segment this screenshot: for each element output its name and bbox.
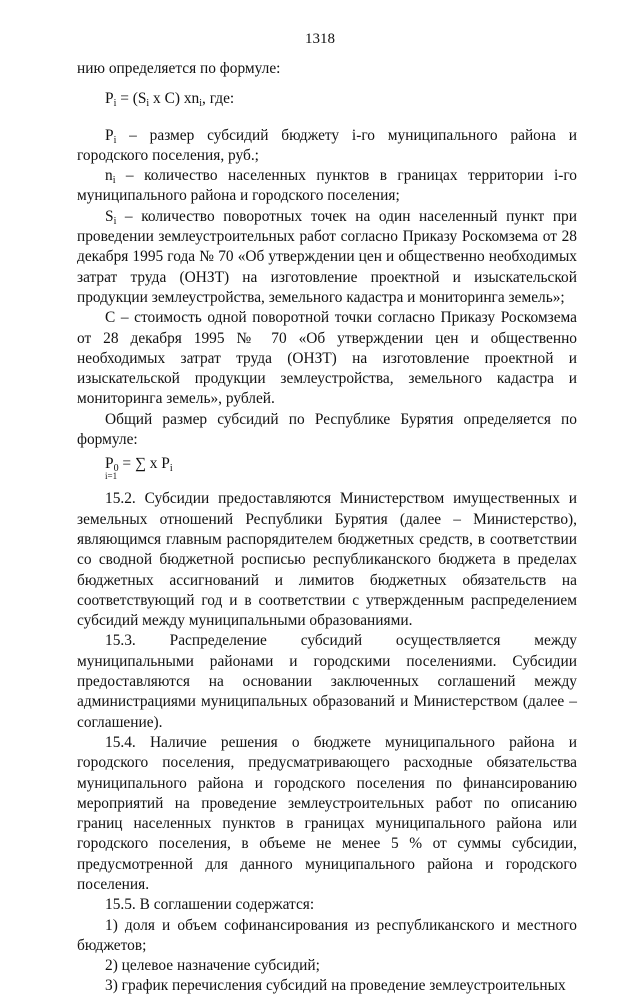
- list-item-1: 1) доля и объем софинансирования из республиканского и местного бюджетов;: [77, 916, 577, 954]
- definition-text: – количество населенных пунктов в границах территории i-го муниципального района и городского поселения;: [77, 167, 577, 205]
- definition-subscript: i: [113, 134, 117, 146]
- definition-p: [77, 126, 577, 167]
- definition-text: – размер субсидий бюджету i-го муниципального района и городского поселения, руб.;: [77, 126, 577, 164]
- definition-symbol: n: [105, 167, 113, 185]
- definition-subscript: i: [112, 175, 116, 187]
- formula-total-subsidy: [77, 456, 577, 481]
- definition-subscript: i: [113, 215, 117, 227]
- formula-text: , где:: [202, 90, 235, 108]
- formula-subscript: 0: [113, 463, 119, 475]
- definition-n: [77, 166, 577, 207]
- formula-text: x C) xn: [149, 90, 200, 108]
- formula-subsidy-district: [77, 89, 577, 109]
- definition-c: С – стоимость одной поворотной точки согласно Приказу Роскомзема от 28 декабря 1995 № 70 «Об утверждении цен и общественно необходимых затрат труда (ОНЗТ) на изготовление проектной и изыскательской продукции землеустройства, земельного кадастра и мониторинга земель», рублей.: [77, 309, 577, 408]
- paragraph-15-5: 15.5. В соглашении содержатся:: [105, 896, 315, 914]
- definition-s: [77, 207, 577, 308]
- paragraph-15-2: 15.2. Субсидии предоставляются Министерством имущественных и земельных отношений Республики Бурятия (далее – Министерство), являющимся главным распорядителем бюджетных средств, в соответствии со сводной бюджетной росписью республиканского бюджета в пределах бюджетных ассигнований и лимитов бюджетных обязательств на соответствующий год и в соответствии с утвержденным распределением субсидий между муниципальными образованиями.: [77, 490, 577, 630]
- intro-line: нию определяется по формуле:: [77, 60, 281, 77]
- formula-symbol: P: [105, 455, 114, 473]
- definition-symbol: S: [105, 207, 114, 225]
- paragraph-15-3: 15.3. Распределение субсидий осуществляется между муниципальными районами и городскими поселениями. Субсидии предоставляются на основании заключенных соглашений между администрациями муниципальных образований и Министерством (далее – соглашение).: [77, 632, 577, 731]
- formula-subscript: i: [199, 98, 202, 110]
- formula-subscript: i: [169, 463, 173, 475]
- list-item-3: 3) график перечисления субсидий на проведение землеустроительных: [105, 977, 566, 995]
- formula-subscript: i: [146, 98, 150, 110]
- page-number: 1318: [305, 31, 335, 47]
- formula-text: = ∑ x P: [118, 455, 170, 473]
- definition-text: – количество поворотных точек на один населенный пункт при проведении землеустроительных работ согласно Приказу Роскомзема от 28 декабря 1995 года № 70 «Об утверждении цен и общественно необходимых затрат труда (ОНЗТ) на изготовление проектной и изыскательской продукции землеустройства, земельного кадастра и мониторинга земель»;: [77, 207, 577, 306]
- formula-symbol: P: [105, 90, 114, 108]
- formula-subscript: i: [113, 98, 117, 110]
- list-item-2: 2) целевое назначение субсидий;: [105, 957, 320, 975]
- paragraph-15-4: 15.4. Наличие решения о бюджете муниципального района и городского поселения, предусматривающего расходные обязательства муниципального района и городского поселения по финансированию мероприятий на проведение землеустроительных работ по описанию границ населенных пунктов в границах муниципального района или городского поселения, в объеме не менее 5 % от суммы субсидии, предусмотренной для данного муниципального района и городского поселения.: [77, 733, 577, 893]
- sum-lower-limit: i=1: [105, 471, 118, 482]
- total-subsidy-intro: Общий размер субсидий по Республике Бурятия определяется по формуле:: [77, 410, 577, 449]
- definition-symbol: P: [105, 126, 114, 144]
- page-body: [77, 59, 577, 997]
- formula-text: = (S: [116, 90, 147, 108]
